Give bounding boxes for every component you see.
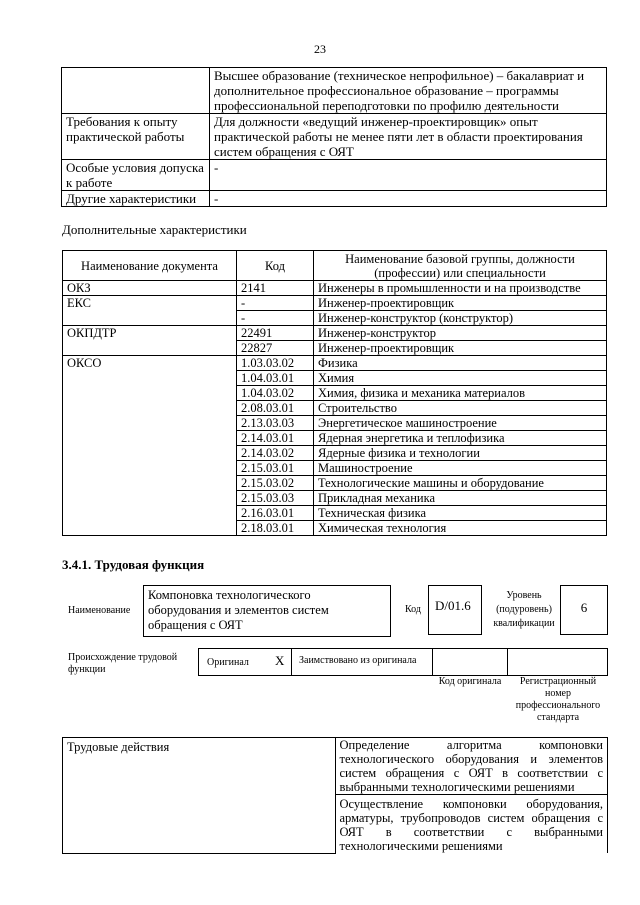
req-label — [62, 68, 210, 114]
labor-action-item: Осуществление компоновки оборудования, арматуры, трубопроводов систем обращения с ОЯТ в соответствии с выбранными технологическими решениями — [335, 795, 608, 854]
table-row — [62, 114, 607, 160]
header-name: Наименование базовой группы, должности (профессии) или специальности — [314, 251, 607, 281]
table-row — [63, 356, 607, 371]
table-row — [63, 521, 607, 536]
header-doc: Наименование документа — [63, 251, 237, 281]
divider — [432, 649, 433, 675]
specialty-name-cell: Энергетическое машиностроение — [314, 416, 607, 431]
table-row — [63, 738, 608, 795]
additional-table-body — [63, 281, 607, 536]
doc-name-cell — [63, 506, 237, 521]
doc-name-cell: ОКЗ — [63, 281, 237, 296]
code-cell: 1.04.03.02 — [237, 386, 314, 401]
additional-title: Дополнительные характеристики — [62, 222, 247, 237]
specialty-name-cell: Ядерная энергетика и теплофизика — [314, 431, 607, 446]
code-cell: - — [237, 296, 314, 311]
table-row — [63, 506, 607, 521]
doc-name-cell — [63, 401, 237, 416]
specialty-name-cell: Физика — [314, 356, 607, 371]
doc-name-cell — [63, 446, 237, 461]
req-value: Высшее образование (техническое непрофильное) – бакалавриат и дополнительное профессиональное образование – программы профессиональной переподготовки по профилю деятельности — [210, 68, 607, 114]
table-row — [63, 281, 607, 296]
table-row — [63, 461, 607, 476]
function-heading: 3.4.1. Трудовая функция — [62, 557, 205, 572]
table-row — [63, 296, 607, 311]
specialty-name-cell: Химия, физика и механика материалов — [314, 386, 607, 401]
labor-actions-table — [62, 737, 608, 854]
original-mark: X — [275, 653, 285, 668]
table-row — [63, 476, 607, 491]
labor-actions-label: Трудовые действия — [63, 738, 336, 854]
code-cell: 2.13.03.03 — [237, 416, 314, 431]
specialty-name-cell: Инженер-проектировщик — [314, 341, 607, 356]
table-row — [62, 68, 607, 114]
req-value: - — [210, 191, 607, 207]
code-cell: 2.18.03.01 — [237, 521, 314, 536]
code-box — [428, 585, 482, 635]
table-header-row — [63, 251, 607, 281]
code-value: D/01.6 — [435, 598, 471, 613]
doc-name-cell — [63, 461, 237, 476]
specialty-name-cell: Техническая физика — [314, 506, 607, 521]
code-orig-label: Код оригинала — [438, 676, 502, 687]
specialty-name-cell: Инженер-конструктор (конструктор) — [314, 311, 607, 326]
code-cell: - — [237, 311, 314, 326]
code-cell: 22491 — [237, 326, 314, 341]
doc-name-cell — [63, 521, 237, 536]
code-cell: 2.16.03.01 — [237, 506, 314, 521]
additional-table — [62, 250, 607, 536]
code-cell: 2.14.03.02 — [237, 446, 314, 461]
divider — [507, 649, 508, 675]
level-box — [560, 585, 608, 635]
doc-name-cell: ЕКС — [63, 296, 237, 311]
doc-name-cell — [63, 371, 237, 386]
code-cell: 2.08.03.01 — [237, 401, 314, 416]
code-cell: 2.15.03.01 — [237, 461, 314, 476]
specialty-name-cell: Инженер-проектировщик — [314, 296, 607, 311]
table-row — [63, 446, 607, 461]
original-label: Оригинал — [207, 657, 249, 668]
table-row — [63, 341, 607, 356]
code-cell: 2.15.03.03 — [237, 491, 314, 506]
doc-name-cell — [63, 386, 237, 401]
origin-label: Происхождение трудовой функции — [68, 652, 178, 675]
table-row — [63, 401, 607, 416]
divider — [291, 649, 292, 675]
specialty-name-cell: Химическая технология — [314, 521, 607, 536]
table-row — [63, 491, 607, 506]
code-cell: 1.03.03.02 — [237, 356, 314, 371]
specialty-name-cell: Химия — [314, 371, 607, 386]
specialty-name-cell: Машиностроение — [314, 461, 607, 476]
table-row — [63, 311, 607, 326]
code-cell: 2.14.03.01 — [237, 431, 314, 446]
doc-name-cell — [63, 416, 237, 431]
specialty-name-cell: Инженеры в промышленности и на производстве — [314, 281, 607, 296]
table-row — [63, 416, 607, 431]
table-row — [62, 160, 607, 191]
specialty-name-cell: Инженер-конструктор — [314, 326, 607, 341]
code-cell: 1.04.03.01 — [237, 371, 314, 386]
doc-name-cell — [63, 431, 237, 446]
doc-name-cell — [63, 341, 237, 356]
level-label: Уровень (подуровень) квалификации — [493, 590, 555, 629]
doc-name-cell: ОКСО — [63, 356, 237, 371]
doc-name-cell — [63, 311, 237, 326]
name-box — [143, 585, 391, 637]
doc-name-cell — [63, 491, 237, 506]
doc-name-cell — [63, 476, 237, 491]
code-label: Код — [405, 604, 421, 615]
requirements-table — [61, 67, 607, 207]
specialty-name-cell: Технологические машины и оборудование — [314, 476, 607, 491]
req-label: Особые условия допуска к работе — [62, 160, 210, 191]
table-row — [63, 326, 607, 341]
req-label: Требования к опыту практической работы — [62, 114, 210, 160]
reg-number-label: Регистрационный номер профессионального стандарта — [515, 676, 601, 723]
table-row — [62, 191, 607, 207]
page-number: 23 — [314, 42, 326, 56]
borrowed-label: Заимствовано из оригинала — [299, 655, 417, 666]
code-cell: 2.15.03.02 — [237, 476, 314, 491]
req-value: - — [210, 160, 607, 191]
code-cell: 2141 — [237, 281, 314, 296]
table-row — [63, 371, 607, 386]
req-value: Для должности «ведущий инженер-проектировщик» опыт практической работы не менее пяти лет в области проектирования систем обращения с ОЯТ — [210, 114, 607, 160]
header-code: Код — [237, 251, 314, 281]
specialty-name-cell: Строительство — [314, 401, 607, 416]
specialty-name-cell: Ядерные физика и технологии — [314, 446, 607, 461]
table-row — [63, 431, 607, 446]
name-value: Компоновка технологического оборудования и элементов систем обращения с ОЯТ — [148, 588, 329, 632]
origin-box — [198, 648, 608, 676]
req-label: Другие характеристики — [62, 191, 210, 207]
labor-action-item: Определение алгоритма компоновки технологического оборудования и элементов систем обращения с ОЯТ в соответствии с выбранными технологическими решениями — [335, 738, 608, 795]
level-value: 6 — [580, 600, 588, 615]
name-label: Наименование — [68, 605, 131, 616]
doc-name-cell: ОКПДТР — [63, 326, 237, 341]
code-cell: 22827 — [237, 341, 314, 356]
table-row — [63, 386, 607, 401]
specialty-name-cell: Прикладная механика — [314, 491, 607, 506]
